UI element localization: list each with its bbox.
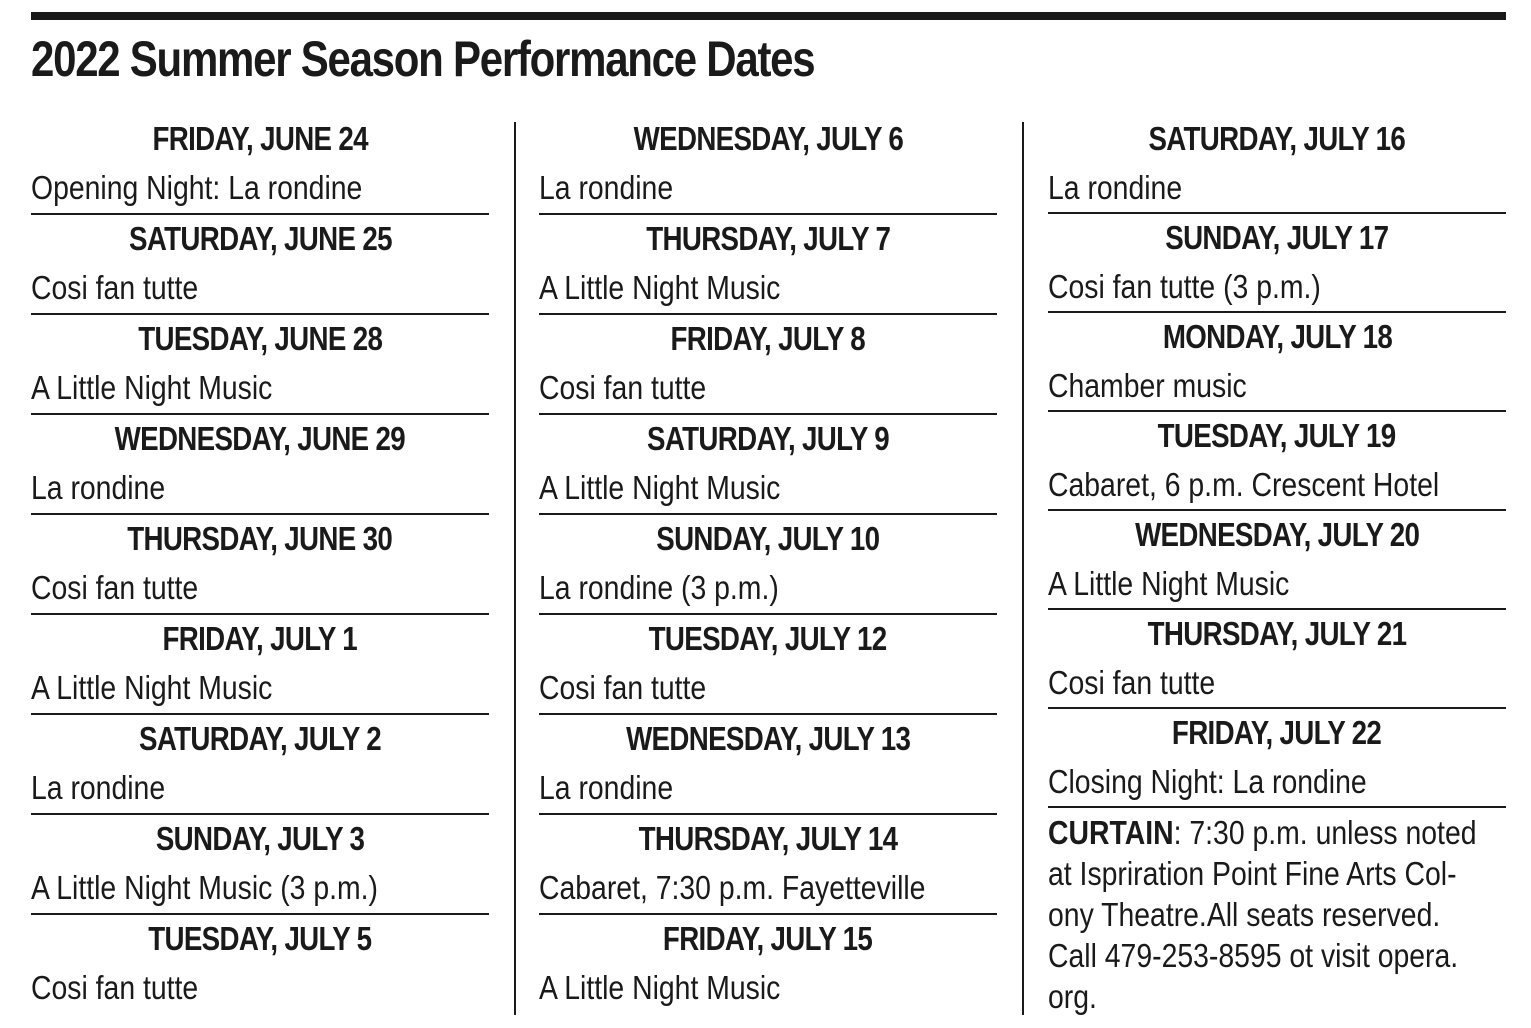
- performance-title: Cosi fan tutte: [31, 569, 199, 606]
- top-rule: [31, 12, 1506, 20]
- performance-title: La rondine: [31, 769, 166, 806]
- performance-title: La rondine: [539, 169, 674, 206]
- performance-title: Closing Night: La rondine: [1048, 763, 1367, 800]
- curtain-note-line: Call 479-253-8595 ot visit opera.: [1048, 937, 1459, 974]
- schedule-entry: [539, 915, 997, 1015]
- schedule-entry: [1048, 709, 1506, 808]
- performance-title: A Little Night Music (3 p.m.): [31, 869, 378, 906]
- performance-title: La rondine (3 p.m.): [539, 569, 779, 606]
- schedule-entry: [1048, 313, 1506, 412]
- performance-date: WEDNESDAY, JUNE 29: [114, 420, 406, 457]
- performance-date: THURSDAY, JUNE 30: [127, 520, 393, 557]
- schedule-entry: [539, 515, 997, 615]
- schedule-column-3: [1048, 115, 1506, 808]
- schedule-entry: [31, 915, 489, 1015]
- performance-date: WEDNESDAY, JULY 6: [633, 120, 903, 157]
- performance-date: SUNDAY, JULY 3: [155, 820, 365, 857]
- performance-title: Cabaret, 6 p.m. Crescent Hotel: [1048, 466, 1440, 503]
- performance-date: SUNDAY, JULY 10: [656, 520, 880, 557]
- column-divider: [1022, 122, 1024, 1015]
- performance-date: FRIDAY, JULY 8: [670, 320, 866, 357]
- schedule-entry: [539, 415, 997, 515]
- schedule-entry: [539, 815, 997, 915]
- curtain-note: [1048, 812, 1518, 1017]
- performance-date: THURSDAY, JULY 14: [638, 820, 898, 857]
- performance-date: FRIDAY, JULY 22: [1172, 714, 1382, 751]
- schedule-entry: [539, 115, 997, 215]
- performance-date: THURSDAY, JULY 7: [646, 220, 890, 257]
- performance-date: TUESDAY, JULY 19: [1158, 417, 1396, 454]
- performance-date: FRIDAY, JUNE 24: [152, 120, 368, 157]
- schedule-entry: [31, 115, 489, 215]
- performance-title: A Little Night Music: [539, 969, 781, 1006]
- performance-title: Cosi fan tutte (3 p.m.): [1048, 268, 1321, 305]
- schedule-column-1: [31, 115, 489, 1015]
- curtain-label: CURTAIN: [1048, 814, 1174, 851]
- schedule-entry: [1048, 610, 1506, 709]
- schedule-entry: [539, 315, 997, 415]
- performance-title: La rondine: [1048, 169, 1183, 206]
- column-divider: [514, 122, 516, 1015]
- performance-title: Cabaret, 7:30 p.m. Fayetteville: [539, 869, 926, 906]
- performance-title: Cosi fan tutte: [31, 969, 199, 1006]
- schedule-entry: [1048, 115, 1506, 214]
- schedule-entry: [539, 215, 997, 315]
- performance-title: Cosi fan tutte: [1048, 664, 1216, 701]
- performance-title: A Little Night Music: [31, 669, 273, 706]
- performance-title: A Little Night Music: [539, 269, 781, 306]
- schedule-entry: [539, 715, 997, 815]
- performance-title: Cosi fan tutte: [539, 669, 707, 706]
- performance-title: La rondine: [31, 469, 166, 506]
- schedule-entry: [1048, 412, 1506, 511]
- schedule-entry: [1048, 511, 1506, 610]
- performance-date: TUESDAY, JULY 5: [148, 920, 372, 957]
- page-title: 2022 Summer Season Performance Dates: [31, 31, 815, 87]
- schedule-entry: [539, 615, 997, 715]
- performance-date: FRIDAY, JULY 15: [663, 920, 873, 957]
- performance-title: Cosi fan tutte: [31, 269, 199, 306]
- curtain-note-line: ony Theatre.All seats reserved.: [1048, 896, 1441, 933]
- performance-date: WEDNESDAY, JULY 20: [1134, 516, 1420, 553]
- performance-title: A Little Night Music: [1048, 565, 1290, 602]
- curtain-note-line: at Ispriration Point Fine Arts Col-: [1048, 855, 1457, 892]
- schedule-entry: [31, 215, 489, 315]
- schedule-entry: [1048, 214, 1506, 313]
- performance-title: Opening Night: La rondine: [31, 169, 363, 206]
- performance-date: THURSDAY, JULY 21: [1147, 615, 1407, 652]
- performance-date: FRIDAY, JULY 1: [162, 620, 358, 657]
- curtain-note-line: org.: [1048, 978, 1097, 1015]
- performance-title: A Little Night Music: [539, 469, 781, 506]
- performance-title: A Little Night Music: [31, 369, 273, 406]
- performance-title: Cosi fan tutte: [539, 369, 707, 406]
- performance-date: SATURDAY, JUNE 25: [128, 220, 392, 257]
- schedule-entry: [31, 515, 489, 615]
- performance-date: SATURDAY, JULY 9: [647, 420, 889, 457]
- curtain-note-text: : 7:30 p.m. unless noted: [1173, 814, 1477, 851]
- performance-date: SUNDAY, JULY 17: [1165, 219, 1389, 256]
- performance-date: MONDAY, JULY 18: [1162, 318, 1392, 355]
- schedule-column-2: [539, 115, 997, 1015]
- schedule-entry: [31, 815, 489, 915]
- schedule-entry: [31, 315, 489, 415]
- performance-date: TUESDAY, JUNE 28: [138, 320, 382, 357]
- curtain-note-line: [1048, 812, 1477, 853]
- performance-date: WEDNESDAY, JULY 13: [625, 720, 911, 757]
- performance-title: La rondine: [539, 769, 674, 806]
- performance-date: TUESDAY, JULY 12: [649, 620, 887, 657]
- performance-date: SATURDAY, JULY 2: [139, 720, 381, 757]
- schedule-entry: [31, 415, 489, 515]
- schedule-entry: [31, 715, 489, 815]
- schedule-entry: [31, 615, 489, 715]
- performance-title: Chamber music: [1048, 367, 1247, 404]
- performance-date: SATURDAY, JULY 16: [1148, 120, 1406, 157]
